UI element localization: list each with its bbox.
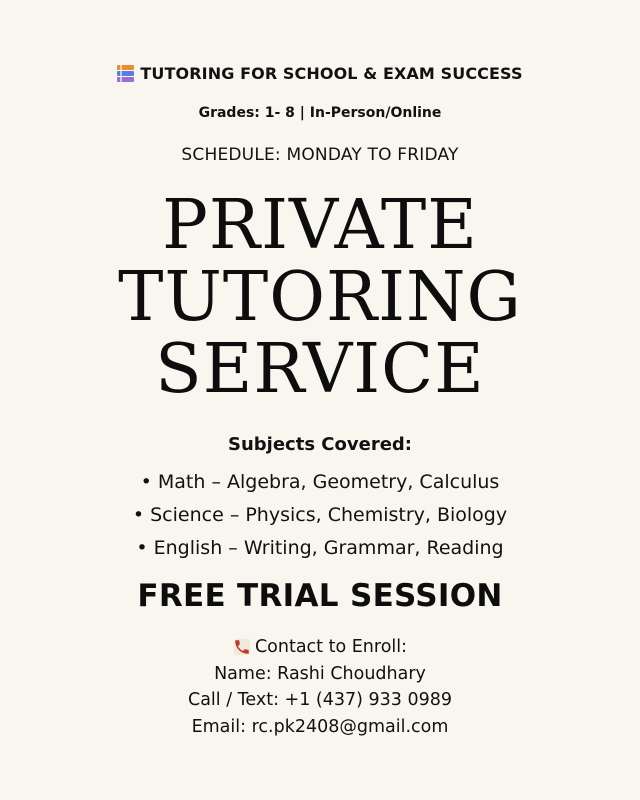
contact-phone: Call / Text: +1 (437) 933 0989 <box>187 690 453 710</box>
grades-info: Grades: 1- 8 | In-Person/Online <box>198 105 442 121</box>
contact-heading-row <box>0 634 640 661</box>
subjects-list <box>0 466 640 565</box>
page-title <box>0 186 640 409</box>
contact-block <box>0 634 640 740</box>
title-line-3: SERVICE <box>155 330 485 409</box>
contact-name: Name: Rashi Choudhary <box>214 663 426 684</box>
list-item: • Math – Algebra, Geometry, Calculus <box>140 471 500 493</box>
list-item: • Science – Physics, Chemistry, Biology <box>132 504 508 526</box>
title-line-2: TUTORING <box>118 258 522 337</box>
phone-icon <box>233 638 251 656</box>
title-line-1: PRIVATE <box>162 186 478 265</box>
list-item: • English – Writing, Grammar, Reading <box>136 537 504 559</box>
contact-heading: Contact to Enroll: <box>254 637 408 657</box>
books-icon <box>117 65 134 82</box>
headline-row <box>0 64 640 83</box>
headline: TUTORING FOR SCHOOL & EXAM SUCCESS <box>140 64 523 83</box>
schedule-info: SCHEDULE: MONDAY TO FRIDAY <box>181 145 459 165</box>
free-trial-banner: FREE TRIAL SESSION <box>137 578 503 614</box>
contact-email: Email: rc.pk2408@gmail.com <box>191 716 449 737</box>
subjects-heading: Subjects Covered: <box>228 434 412 455</box>
